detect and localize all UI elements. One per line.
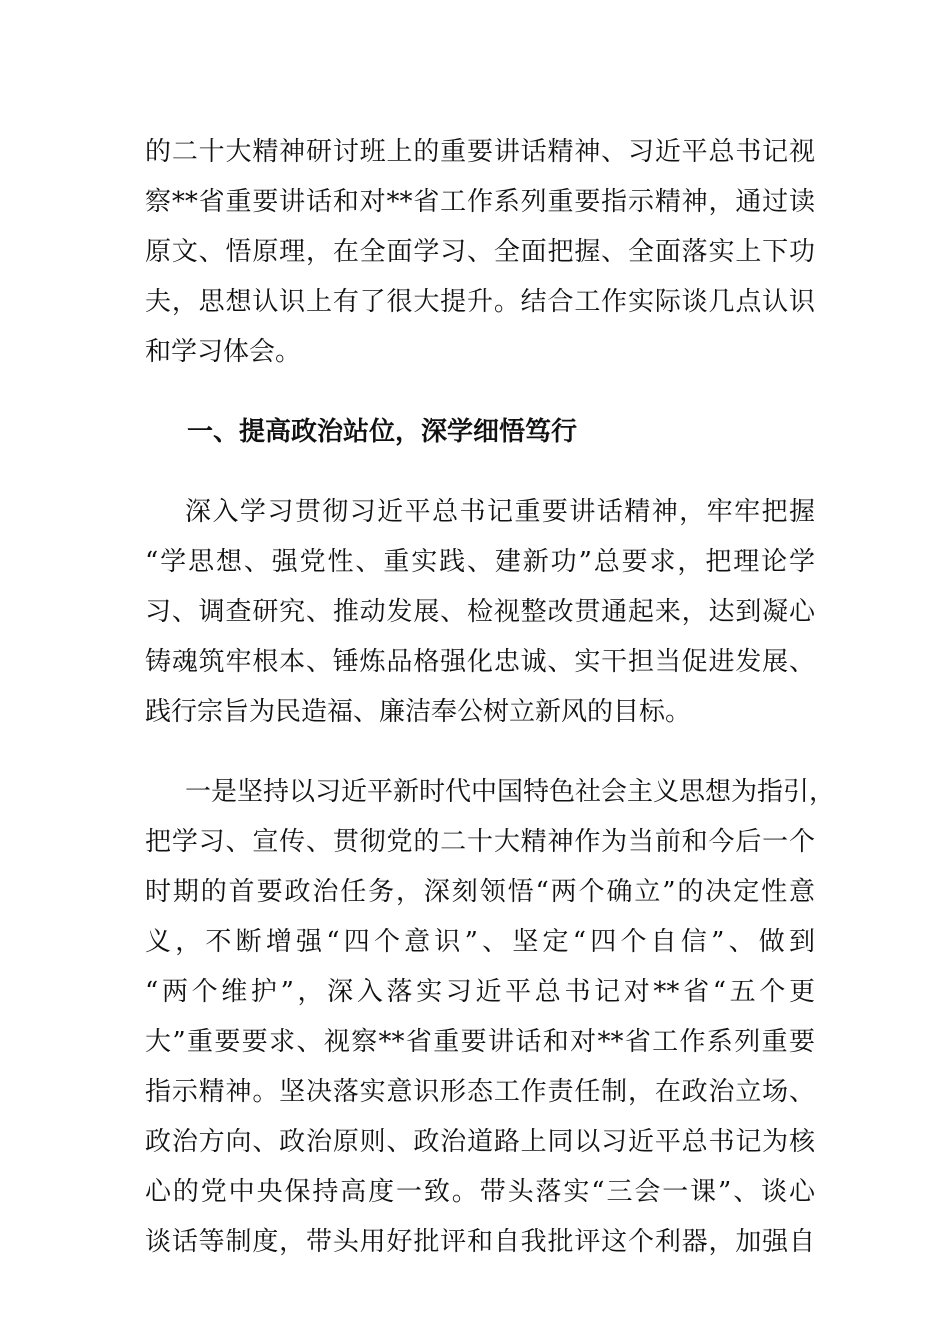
text-line: 政治方向、政治原则、政治道路上同以习近平总书记为核 bbox=[145, 1127, 815, 1157]
text-line: 大”重要要求、视察**省重要讲话和对**省工作系列重要 bbox=[145, 1027, 815, 1057]
text-line: 谈话等制度，带头用好批评和自我批评这个利器，加强自 bbox=[145, 1227, 815, 1257]
section-heading: 一、提高政治站位，深学细悟笃行 bbox=[187, 417, 578, 447]
text-line: 深入学习贯彻习近平总书记重要讲话精神，牢牢把握 bbox=[185, 497, 815, 527]
text-line: 践行宗旨为民造福、廉洁奉公树立新风的目标。 bbox=[145, 697, 692, 727]
text-line: 铸魂筑牢根本、锤炼品格强化忠诚、实干担当促进发展、 bbox=[145, 647, 815, 677]
document-body bbox=[145, 127, 836, 1267]
paragraph-gap bbox=[145, 377, 815, 407]
paragraph-gap bbox=[145, 457, 815, 487]
text-line: 的二十大精神研讨班上的重要讲话精神、习近平总书记视 bbox=[145, 137, 815, 167]
text-line: 指示精神。坚决落实意识形态工作责任制，在政治立场、 bbox=[145, 1077, 815, 1107]
text-line: 察**省重要讲话和对**省工作系列重要指示精神，通过读 bbox=[145, 187, 815, 217]
text-line: “两个维护”，深入落实习近平总书记对**省“五个更 bbox=[145, 977, 815, 1007]
text-line: “学思想、强党性、重实践、建新功”总要求，把理论学 bbox=[145, 547, 815, 577]
text-line: 和学习体会。 bbox=[145, 337, 302, 367]
text-line: 一是坚持以习近平新时代中国特色社会主义思想为指引， bbox=[185, 777, 836, 807]
text-line: 时期的首要政治任务，深刻领悟“两个确立”的决定性意 bbox=[145, 877, 815, 907]
paragraph-1 bbox=[145, 127, 815, 377]
text-line: 心的党中央保持高度一致。带头落实“三会一课”、谈心 bbox=[145, 1177, 815, 1207]
paragraph-2 bbox=[145, 487, 815, 737]
paragraph-3 bbox=[145, 767, 836, 1267]
text-line: 习、调查研究、推动发展、检视整改贯通起来，达到凝心 bbox=[145, 597, 815, 627]
paragraph-gap bbox=[145, 737, 815, 767]
text-line: 原文、悟原理，在全面学习、全面把握、全面落实上下功 bbox=[145, 237, 815, 267]
text-line: 夫，思想认识上有了很大提升。结合工作实际谈几点认识 bbox=[145, 287, 815, 317]
text-line: 把学习、宣传、贯彻党的二十大精神作为当前和今后一个 bbox=[145, 827, 815, 857]
text-line: 义，不断增强“四个意识”、坚定“四个自信”、做到 bbox=[145, 927, 815, 957]
